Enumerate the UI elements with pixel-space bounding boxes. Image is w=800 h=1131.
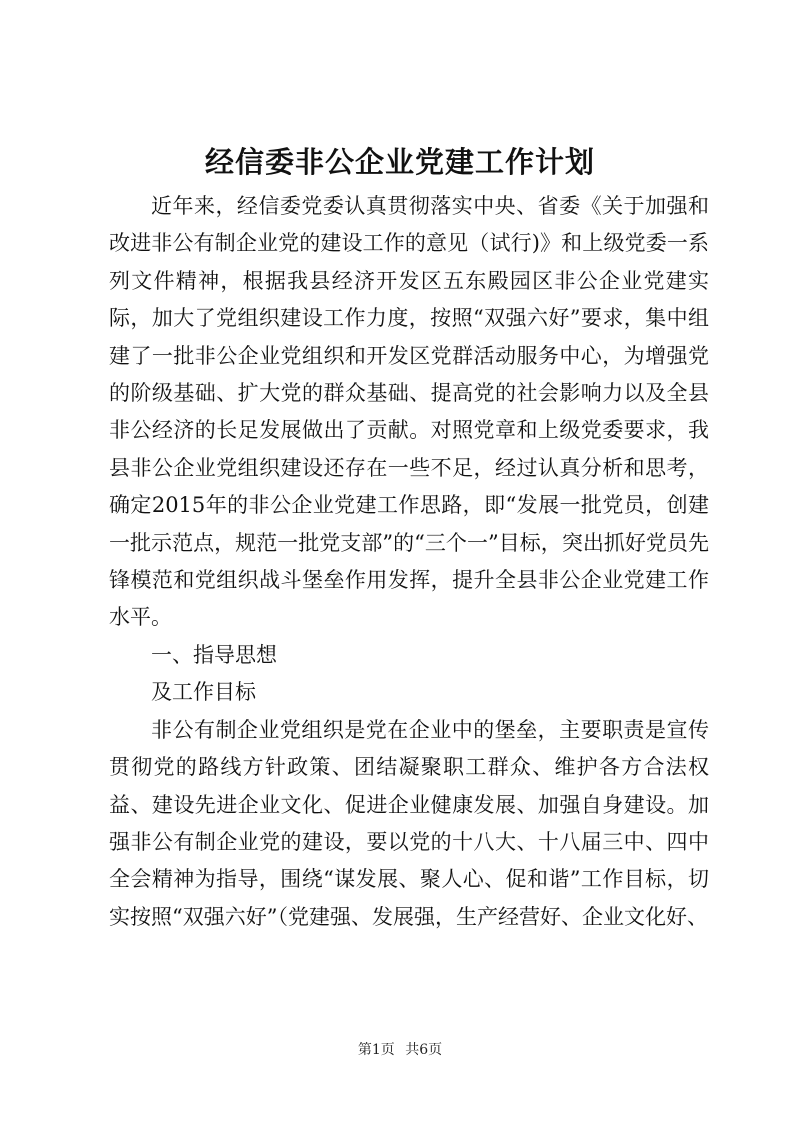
page-total: 共6页 — [405, 1042, 443, 1058]
guiding-ideology-paragraph: 非公有制企业党组织是党在企业中的堡垒，主要职责是宣传贯彻党的路线方针政策、团结凝聚职工群众、维护各方合法权益、建设先进企业文化、促进企业健康发展、加强自身建设。加强非公有制企业党的建设，要以党的十八大、十八届三中、四中全会精神为指导，围绕“谋发展、聚人心、促和谐”工作目标，切实按照“双强六好”（党建强、发展强，生产经营好、企业文化好、 — [109, 717, 709, 929]
document-title: 经信委非公企业党建工作计划 — [204, 145, 595, 179]
intro-paragraph: 近年来，经信委党委认真贯彻落实中央、省委《关于加强和改进非公有制企业党的建设工作的意见（试行)》和上级党委一系列文件精神，根据我县经济开发区五东殿园区非公企业党建实际，加大了党组织建设工作力度，按照“双强六好”要求，集中组建了一批非公企业党组织和开发区党群活动服务中心，为增强党的阶级基础、扩大党的群众基础、提高党的社会影响力以及全县非公经济的长足发展做出了贡献。对照党章和上级党委要求，我县非公企业党组织建设还存在一些不足，经过认真分析和思考，确定2015年的非公企业党建工作思路，即“发展一批党员，创建一批示范点，规范一批党支部”的“三个一”目标，突出抓好党员先锋模范和党组织战斗堡垒作用发挥，提升全县非公企业党建工作水平。 — [109, 194, 709, 630]
section-heading-guiding-ideology: 一、指导思想 — [151, 642, 277, 667]
page-number: 第1页 — [357, 1042, 395, 1058]
document-body — [109, 188, 709, 936]
page-footer — [0, 1040, 800, 1060]
section-heading-work-goals: 及工作目标 — [151, 680, 256, 705]
